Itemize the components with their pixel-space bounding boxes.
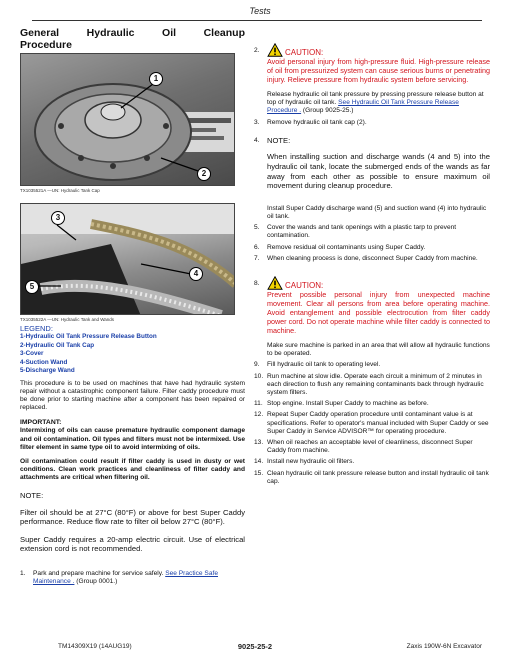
note-electric: Super Caddy requires a 20-amp electric circuit. Use of electrical extension cord is not recommended.	[20, 534, 245, 554]
legend-item: 4-Suction Wand	[20, 358, 68, 366]
step-number: 3.	[254, 118, 260, 126]
legend-item: 3-Cover	[20, 350, 44, 357]
step-number: 1.	[20, 569, 26, 577]
step-number: 11.	[254, 400, 263, 408]
step-7	[254, 255, 490, 263]
step-4-body: Install Super Caddy discharge wand (5) and suction wand (4) into hydraulic oil tank.	[267, 204, 487, 220]
step-number: 12.	[254, 411, 264, 419]
step-number: 2.	[254, 47, 260, 54]
legend-title: LEGEND:	[20, 324, 53, 333]
note-label: NOTE:	[20, 490, 44, 500]
step-text: When oil reaches an acceptable level of cleanliness, disconnect Super Caddy from machine.	[267, 438, 473, 455]
note-temperature: Filter oil should be at 27°C (80°F) or above for best Super Caddy performance. Reduce flow rate to filter oil below 27°C (80°F).	[20, 507, 245, 527]
step-text: Cover the wands and tank openings with a plastic tarp to prevent contamination.	[267, 224, 457, 240]
callout-2: 2	[197, 167, 211, 181]
step-5	[254, 224, 490, 240]
callout-leader	[141, 264, 191, 274]
page-title-line2: Procedure	[20, 39, 72, 51]
step-6	[254, 244, 490, 252]
step-number: 15.	[254, 469, 264, 477]
step-2-body	[254, 91, 490, 116]
step-text: Fill hydraulic oil tank to operating level.	[267, 361, 381, 369]
legend-item: 2-Hydraulic Oil Tank Cap	[20, 341, 95, 349]
important-text: Intermixing of oils can cause premature hydraulic component damage and oil contamination. Oil types and filters must not be intermixed. Use filter element in same type oil to avoid intermixing of oils.	[20, 427, 245, 451]
step-8	[254, 276, 490, 290]
bolt	[58, 123, 64, 129]
important-label: IMPORTANT:	[20, 419, 62, 427]
hydraulic-tank-cap-photo	[20, 53, 235, 186]
legend-item: 5-Discharge Wand	[20, 367, 75, 374]
callout-3: 3	[51, 211, 65, 225]
bolt	[163, 123, 169, 129]
step-number: 8.	[254, 279, 260, 287]
step-number: 5.	[254, 224, 260, 232]
step-11	[254, 400, 490, 408]
step-number: 6.	[254, 243, 260, 251]
step-number: 10.	[254, 372, 264, 380]
step-number: 9.	[254, 361, 260, 369]
step-number: 14.	[254, 458, 264, 466]
step-8-body: Make sure machine is parked in an area that will allow all hydraulic functions to be operated.	[267, 341, 490, 358]
plastic-cover	[21, 244, 141, 315]
caution-warning-text: Prevent possible personal injury from unexpected machine movement. Clear all persons from area before operating machine. Avoid entanglement and possible electrocution from filter caddy power cord. Do not operate machine while filter caddy is connected to machine.	[267, 289, 490, 335]
group-ref: (Group 0001.)	[74, 577, 118, 585]
hydraulic-tank-wands-photo	[20, 203, 235, 315]
step-text: Release hydraulic oil tank pressure by pressing pressure release button at top of hydraulic oil tank.	[267, 91, 484, 107]
step-number: 7.	[254, 254, 260, 262]
section-header: Tests	[249, 6, 271, 16]
right-column	[254, 27, 490, 486]
warning-triangle-icon	[267, 276, 283, 290]
warning-triangle-icon	[267, 43, 283, 57]
footer-page-number: 9025-25-2	[237, 642, 273, 651]
caution-heading	[267, 276, 490, 290]
step-text: Remove residual oil contaminants using Super Caddy.	[267, 243, 426, 251]
contamination-text: Oil contamination could result if filter caddy is used in dusty or wet conditions. Clean work practices and cleanliness of filter caddy and attachments are critical when filtering oil.	[20, 457, 245, 482]
figure1-caption: TX1035521A —UN: Hydraulic Tank Cap	[20, 188, 100, 193]
step-number: 13.	[254, 438, 264, 446]
callout-1: 1	[149, 72, 163, 86]
step-text: Remove hydraulic oil tank cap (2).	[267, 118, 367, 126]
left-column	[20, 27, 245, 586]
step-13	[254, 439, 490, 455]
step-1	[20, 570, 245, 586]
header-rule	[32, 20, 482, 21]
step-text: Stop engine. Install Super Caddy to machine as before.	[267, 400, 429, 408]
step-text: Park and prepare machine for service safely.	[33, 569, 164, 577]
footer-doc-id: TM14309X19 (14AUG19)	[58, 643, 132, 650]
caution-label: CAUTION:	[285, 47, 324, 57]
step-number: 4.	[254, 136, 260, 144]
footer-model: Zaxis 190W-6N Excavator	[406, 643, 482, 650]
group-ref: (Group 9025-25.)	[301, 107, 354, 115]
intro-paragraph: This procedure is to be used on machines that have had hydraulic system repair without a catastrophic component failure. Filter caddy procedure must be done prior to starting machine after a component has been repaired or replaced.	[20, 379, 245, 412]
legend-item: 1-Hydraulic Oil Tank Pressure Release Button	[20, 333, 157, 340]
step-text: Repeat Super Caddy operation procedure until contaminant value is at specifications. Refer to operator's manual included with Super Caddy or see Super Caddy in Service ADVISOR™ for operating procedure.	[267, 411, 489, 435]
step-14	[254, 458, 490, 466]
bolt	[144, 155, 150, 161]
bolt	[78, 155, 84, 161]
step-4	[254, 136, 490, 146]
pressure-release-procedure-link[interactable]: See Hydraulic Oil Tank Pressure Release Procedure .	[267, 99, 459, 115]
step-text: Install new hydraulic oil filters.	[267, 458, 355, 466]
wand-placement-note: When installing suction and discharge wands (4 and 5) into the hydraulic oil tank, locate the submerged ends of the wands as far away from each other as possible to ensure maximum oil movement during cleanup procedure.	[267, 152, 490, 191]
practice-safe-maintenance-link[interactable]: See Practice Safe Maintenance .	[33, 569, 218, 585]
step-10	[254, 373, 490, 398]
step-3	[254, 119, 490, 127]
step-12	[254, 411, 490, 436]
caution-warning-text: Avoid personal injury from high-pressure fluid. High-pressure release of oil from pressurized system can cause serious burns or penetrating injury. Relieve pressure from hydraulic system before servicing.	[267, 57, 490, 84]
step-15	[254, 470, 490, 486]
step-text: Run machine at slow idle. Operate each circuit a minimum of 2 minutes in each direction to flush any remaining contaminants back through hydraulic system filters.	[267, 372, 484, 396]
step-9	[254, 361, 490, 369]
note-label: NOTE:	[267, 135, 291, 145]
step-2	[254, 43, 490, 57]
bolt	[110, 163, 116, 169]
caution-label: CAUTION:	[285, 280, 324, 290]
callout-4: 4	[189, 267, 203, 281]
step-text: Clean hydraulic oil tank pressure release button and install hydraulic oil tank cap.	[267, 469, 489, 485]
callout-5: 5	[25, 280, 39, 294]
figure2-caption: TX1035522A —UN: Hydraulic Tank and Wands	[20, 317, 115, 322]
caution-heading	[267, 43, 490, 57]
step-text: When cleaning process is done, disconnect Super Caddy from machine.	[267, 254, 478, 262]
page-title: General Hydraulic Oil Cleanup	[20, 27, 245, 39]
pressure-release-button	[101, 104, 125, 120]
